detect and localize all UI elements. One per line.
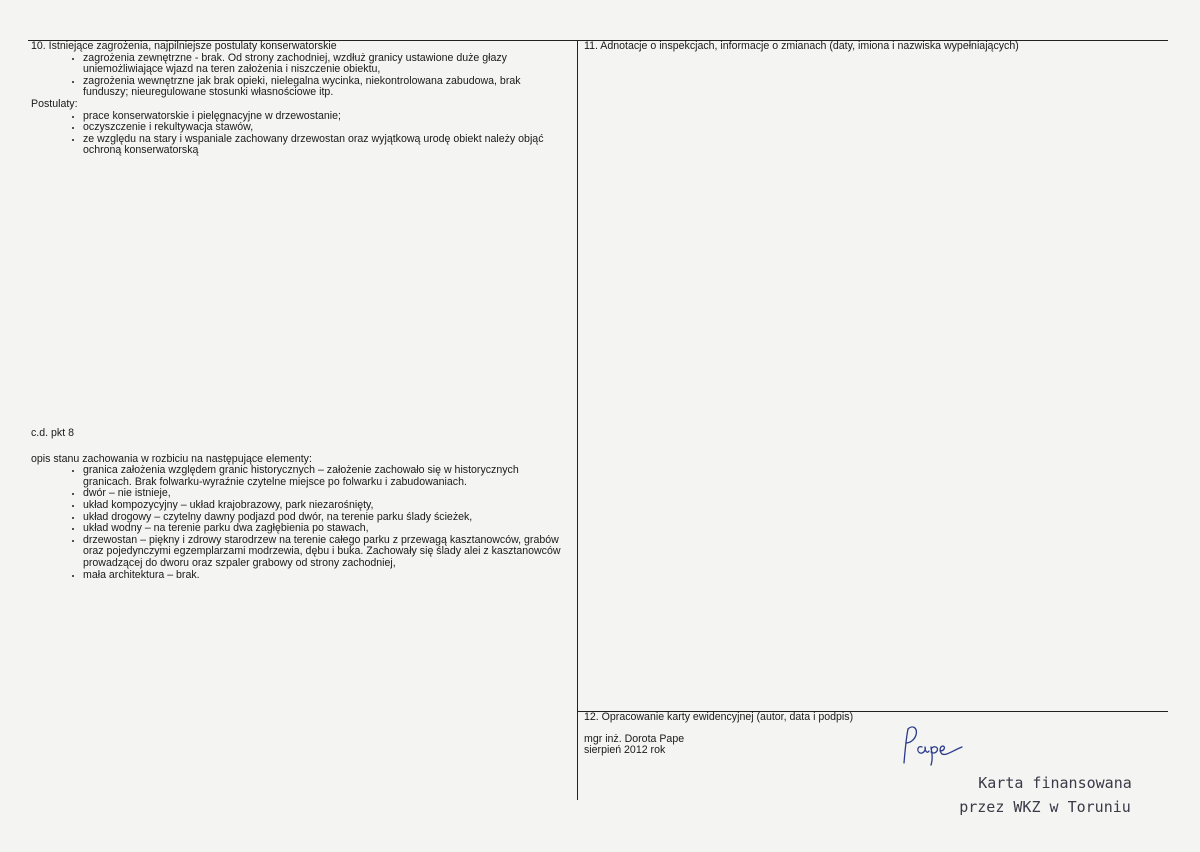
list-item: • granica założenia względem granic historycznych – założenie zachowało się w historycznych granicach. Brak folwarku-wyraźnie czytelne miejsce po folwarku i zabudowaniach.: [83, 465, 567, 488]
continuation-intro: opis stanu zachowania w rozbiciu na następujące elementy:: [31, 452, 312, 465]
stamp-line-1: Karta finansowana: [978, 774, 1132, 792]
list-item: • układ drogowy – czytelny dawny podjazd pod dwór, na terenie parku ślady ścieżek,: [83, 512, 567, 524]
stamp-line-2: przez WKZ w Toruniu: [959, 798, 1131, 816]
list-item: • drzewostan – piękny i zdrowy starodrzew na terenie całego parku z przewagą kasztanowców, grabów oraz pojedynczymi egzemplarzami modrzewia, dębu i buka. Zachowały się ślady alei z kasztanowców prowadzącej do dworu oraz szpaler grabowy od strony zachodniej,: [83, 535, 567, 570]
list-item: • dwór – nie istnieje,: [83, 488, 567, 500]
list-item: • układ kompozycyjny – układ krajobrazowy, park niezarośnięty,: [83, 500, 567, 512]
list-item: • ze względu na stary i wspaniale zachowany drzewostan oraz wyjątkową urodę obiekt należy objąć ochroną konserwatorską: [83, 134, 551, 157]
list-item: • zagrożenia wewnętrzne jak brak opieki, nielegalna wycinka, niekontrolowana zabudowa, brak funduszy; nieuregulowane stosunki własnościowe itp.: [83, 76, 551, 99]
continuation-ref: c.d. pkt 8: [31, 427, 74, 439]
continuation-block: [31, 428, 571, 581]
list-item: • układ wodny – na terenie parku dwa zagłębienia po stawach,: [83, 523, 567, 535]
section-12: [584, 712, 884, 757]
author-date: sierpień 2012 rok: [584, 744, 666, 757]
column-divider: [577, 40, 578, 800]
section-11-heading: 11. Adnotacje o inspekcjach, informacje o zmianach (daty, imiona i nazwiska wypełniających): [584, 40, 1019, 52]
threats-list: [31, 53, 571, 99]
list-item: • zagrożenia zewnętrzne - brak. Od strony zachodniej, wzdłuż granicy ustawione duże głazy uniemożliwiające wjazd na teren założenia i niszczenie obiektu,: [83, 53, 551, 76]
section-11: [584, 41, 1164, 53]
left-column: [31, 41, 571, 157]
signature-image: [898, 717, 968, 767]
author-name: mgr inż. Dorota Pape: [584, 732, 685, 745]
section-12-heading: 12. Opracowanie karty ewidencyjnej (autor, data i podpis): [584, 711, 854, 723]
postulates-label: Postulaty:: [31, 97, 78, 110]
postulates-list: [31, 111, 571, 157]
section-10-heading: 10. Istniejące zagrożenia, najpilniejsze postulaty konserwatorskie: [31, 40, 337, 52]
list-item: • mała architektura – brak.: [83, 570, 567, 582]
funding-stamp: [950, 771, 1140, 819]
list-item: • oczyszczenie i rekultywacja stawów,: [83, 122, 551, 134]
elements-list: [31, 465, 571, 581]
list-item: • prace konserwatorskie i pielęgnacyjne w drzewostanie;: [83, 111, 551, 123]
